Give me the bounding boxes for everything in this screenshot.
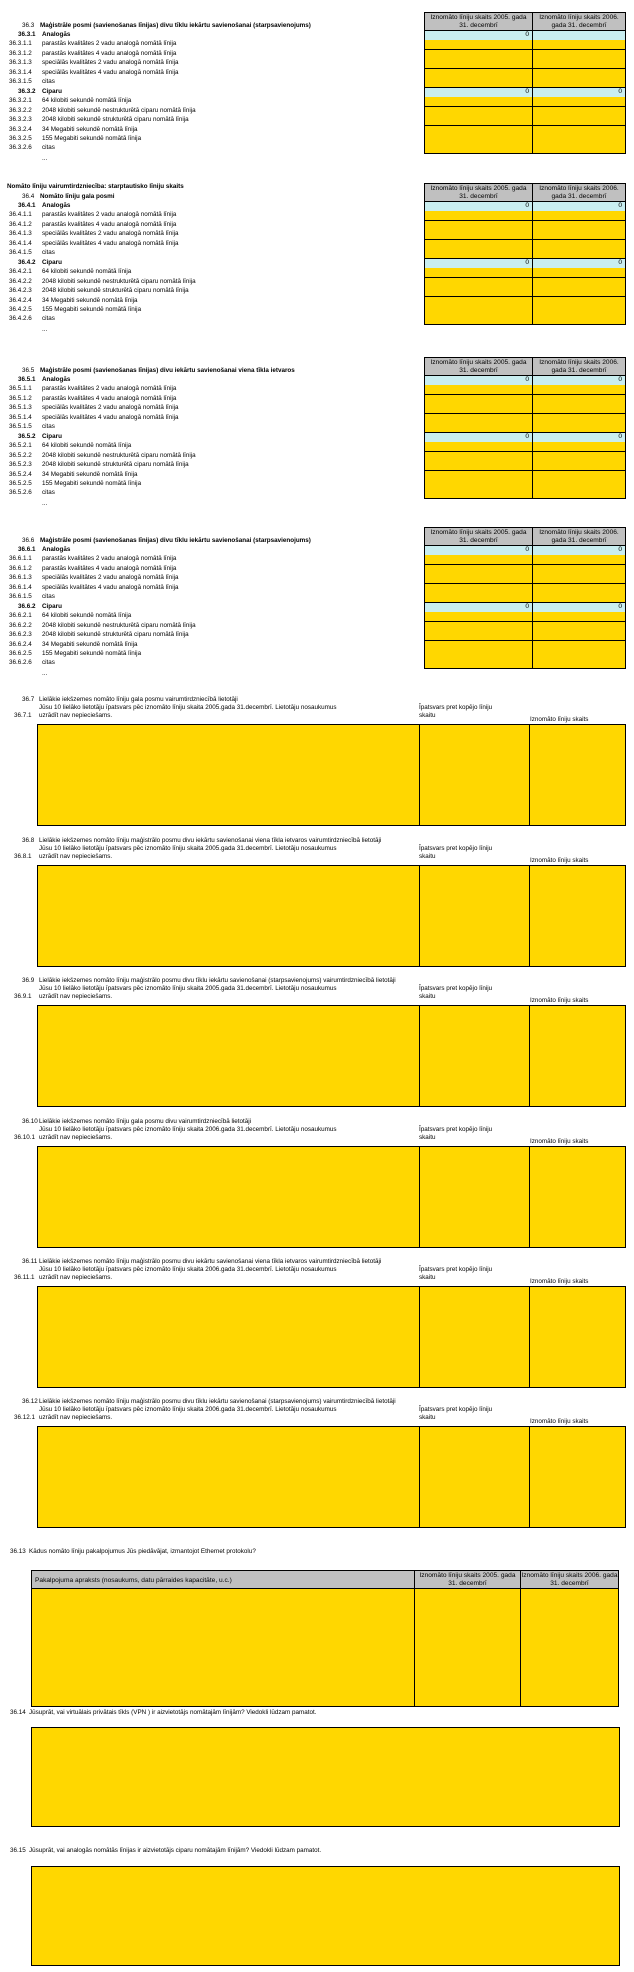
value-cell-2006[interactable]: [532, 116, 626, 126]
row-label: 155 Megabiti sekundē nomātā līnija: [42, 135, 142, 142]
column-divider: [529, 1427, 530, 1527]
row-label: citas: [42, 144, 55, 151]
section-title: Maģistrāle posmi (savienošanas līnijas) divu iekārtu savienošanai viena tīkla ietvaros: [40, 367, 295, 374]
value-cell-2006[interactable]: [532, 631, 626, 641]
question-number: 36.13: [10, 1548, 26, 1555]
row-code: 36.6.2.3: [9, 631, 32, 638]
count-column-label: Iznomāto līniju skaits: [530, 997, 589, 1004]
value-cell-2005[interactable]: [424, 555, 533, 565]
question-number: 36.14: [10, 1709, 26, 1716]
question-description-end: uzrādīt nav nepieciešams.: [39, 853, 113, 860]
section-heading: Nomāto līniju vairumtirdzniecība: starptautisko līniju skaits: [7, 183, 184, 190]
row-code: 36.3.2.4: [9, 126, 32, 133]
question-description-end: uzrādīt nav nepieciešams.: [39, 1274, 113, 1281]
count-column-label: Iznomāto līniju skaits: [530, 1278, 589, 1285]
row-label: parastās kvalitātes 2 vadu analogā nomātā līnija: [42, 555, 177, 562]
value-cell-2006[interactable]: [532, 404, 626, 414]
value-cell-2005[interactable]: [424, 287, 533, 297]
section-title: Maģistrāle posmi (savienošanas līnijas) divu tīklu iekārtu savienošanai (starpsavienojums): [40, 537, 311, 544]
row-label: 2048 kilobiti sekundē nestrukturētā ciparu nomātā līnija: [42, 107, 196, 114]
value-cell-2006[interactable]: [532, 97, 626, 107]
row-label: Ciparu: [42, 88, 62, 95]
value-cell-2005[interactable]: [424, 631, 533, 641]
row-code: 36.6.1.4: [9, 584, 32, 591]
answer-area[interactable]: [37, 865, 626, 967]
row-code: 36.3.2.5: [9, 135, 32, 142]
row-label: parastās kvalitātes 4 vadu analogā nomātā līnija: [42, 50, 177, 57]
row-code: 36.5.1.2: [9, 395, 32, 402]
value-2006: 0: [618, 202, 622, 209]
answer-area[interactable]: [31, 1866, 620, 1966]
row-code: 36.4.1.5: [9, 249, 32, 256]
question-description-line: Jūsu 10 lielāko lietotāju īpatsvars pēc iznomāto līniju skaita 2005.gada 31.decembrī. Lietotāju nosaukumus: [39, 704, 337, 711]
sub-question-number: 36.9.1: [14, 993, 32, 1000]
column-header-2006: Iznomāto līniju skaits 2006. gada 31. decembrī: [532, 183, 626, 202]
value-2005: 0: [525, 546, 529, 553]
sub-question-number: 36.12.1: [14, 1414, 36, 1421]
section-title: Nomāto līniju gala posmi: [40, 193, 115, 200]
value-cell-2006[interactable]: [532, 659, 626, 669]
value-cell-2006[interactable]: [532, 315, 626, 325]
value-cell-2005[interactable]: [424, 78, 533, 88]
row-code: 36.5.1.5: [9, 423, 32, 430]
row-label: speciālās kvalitātes 2 vadu analogā nomātā līnija: [42, 230, 179, 237]
row-code: 36.3.2.3: [9, 116, 32, 123]
answer-area[interactable]: [37, 724, 626, 826]
value-cell-2005[interactable]: [424, 659, 533, 669]
row-label: citas: [42, 489, 55, 496]
row-label: 34 Megabiti sekundē nomātā līnija: [42, 471, 138, 478]
answer-area[interactable]: [37, 1426, 626, 1528]
row-code: 36.5.2.1: [9, 442, 32, 449]
value-2006: 0: [618, 88, 622, 95]
column-divider: [419, 866, 420, 966]
row-code: 36.3.1.3: [9, 59, 32, 66]
row-label: parastās kvalitātes 4 vadu analogā nomātā līnija: [42, 395, 177, 402]
row-code: 36.3.1: [18, 31, 36, 38]
question-description-end: uzrādīt nav nepieciešams.: [39, 993, 113, 1000]
value-cell-2006[interactable]: [532, 423, 626, 433]
share-column-label: Īpatsvars pret kopējo līniju skaitu: [419, 1266, 493, 1281]
row-label: parastās kvalitātes 4 vadu analogā nomātā līnija: [42, 565, 177, 572]
value-2005: 0: [525, 433, 529, 440]
section-number: 36.5: [22, 367, 35, 374]
row-label: Analogās: [42, 202, 71, 209]
row-code: 36.6.2: [18, 603, 36, 610]
value-cell-2006[interactable]: [532, 230, 626, 240]
answer-area[interactable]: [37, 1005, 626, 1107]
value-cell-2006[interactable]: [532, 461, 626, 471]
row-label: citas: [42, 659, 55, 666]
question-text: Lielākie iekšzemes nomāto līniju gala posmu divu vairumtirdzniecībā lietotāji: [39, 1118, 252, 1125]
row-code: 36.6.2.6: [9, 659, 32, 666]
question-text: Lielākie iekšzemes nomāto līniju gala posmu vairumtirdzniecībā lietotāji: [39, 696, 238, 703]
row-code: 36.4.2.4: [9, 297, 32, 304]
question-text: Jūsuprāt, vai analogās nomātās līnijas ir aizvietotājs ciparu nomātajām līnijām? Viedokli lūdzam pamatot.: [29, 1847, 322, 1854]
share-column-label: Īpatsvars pret kopējo līniju skaitu: [419, 704, 493, 719]
section-title: Maģistrāle posmi (savienošanas līnijas) divu tīklu iekārtu savienošanai (starpsavienojums): [40, 22, 311, 29]
question-number: 36.11: [22, 1258, 38, 1265]
ellipsis: ...: [42, 500, 48, 507]
row-code: 36.3.1.4: [9, 69, 32, 76]
row-label: 155 Megabiti sekundē nomātā līnija: [42, 650, 142, 657]
description-cell[interactable]: [31, 1697, 415, 1707]
value-cell-2005[interactable]: [414, 1697, 521, 1707]
ellipsis: ...: [42, 670, 48, 677]
row-label: citas: [42, 423, 55, 430]
section-number: 36.3: [22, 22, 35, 29]
row-code: 36.5.2.5: [9, 480, 32, 487]
row-code: 36.6.1.5: [9, 593, 32, 600]
value-2006: 0: [618, 376, 622, 383]
row-label: 34 Megabiti sekundē nomātā līnija: [42, 641, 138, 648]
row-label: 2048 kilobiti sekundē nestrukturētā ciparu nomātā līnija: [42, 622, 196, 629]
row-label: citas: [42, 315, 55, 322]
column-header-2006: Iznomāto līniju skaits 2006. gada 31. decembrī: [521, 1572, 618, 1587]
column-header-2005: Iznomāto līniju skaits 2005. gada 31. decembrī: [414, 1570, 521, 1589]
question-number: 36.9: [22, 977, 35, 984]
count-column-label: Iznomāto līniju skaits: [530, 1138, 589, 1145]
row-code: 36.3.1.5: [9, 78, 32, 85]
row-label: speciālās kvalitātes 2 vadu analogā nomātā līnija: [42, 574, 179, 581]
answer-area[interactable]: [37, 1286, 626, 1388]
row-code: 36.4.2.1: [9, 268, 32, 275]
value-cell-2006[interactable]: [532, 268, 626, 278]
share-column-label: Īpatsvars pret kopējo līniju skaitu: [419, 845, 493, 860]
row-code: 36.5.2.6: [9, 489, 32, 496]
row-label: 2048 kilobiti sekundē strukturētā ciparu nomātā līnija: [42, 461, 189, 468]
column-divider: [419, 725, 420, 825]
row-label: 64 kilobiti sekundē nomātā līnija: [42, 442, 132, 449]
share-column-label: Īpatsvars pret kopējo līniju skaitu: [419, 985, 493, 1000]
value-cell-2005[interactable]: [424, 593, 533, 603]
value-cell-2005[interactable]: [424, 144, 533, 154]
value-cell-2006[interactable]: [520, 1697, 619, 1707]
question-number: 36.10: [22, 1118, 38, 1125]
row-label: parastās kvalitātes 2 vadu analogā nomātā līnija: [42, 385, 177, 392]
row-label: 64 kilobiti sekundē nomātā līnija: [42, 268, 132, 275]
row-label: 2048 kilobiti sekundē strukturētā ciparu nomātā līnija: [42, 116, 189, 123]
value-cell-2006[interactable]: [532, 555, 626, 565]
value-cell-2006[interactable]: [532, 612, 626, 622]
value-cell-2005[interactable]: [424, 268, 533, 278]
row-code: 36.5.1.4: [9, 414, 32, 421]
row-code: 36.3.1.1: [9, 40, 32, 47]
section-number: 36.4: [22, 193, 35, 200]
question-description-line: Jūsu 10 lielāko lietotāju īpatsvars pēc iznomāto līniju skaita 2005.gada 31.decembrī. Lietotāju nosaukumus: [39, 845, 337, 852]
value-2005: 0: [525, 376, 529, 383]
row-label: 64 kilobiti sekundē nomātā līnija: [42, 612, 132, 619]
column-divider: [419, 1147, 420, 1247]
question-description-line: Jūsu 10 lielāko lietotāju īpatsvars pēc iznomāto līniju skaita 2006.gada 31.decembrī. Lietotāju nosaukumus: [39, 1126, 337, 1133]
column-header-2005: Iznomāto līniju skaits 2005. gada 31. decembrī: [424, 12, 533, 31]
row-code: 36.4.1.4: [9, 240, 32, 247]
row-code: 36.6.2.1: [9, 612, 32, 619]
row-code: 36.5.1.1: [9, 385, 32, 392]
question-description-line: Jūsu 10 lielāko lietotāju īpatsvars pēc iznomāto līniju skaita 2006.gada 31.decembrī. Lietotāju nosaukumus: [39, 1406, 337, 1413]
row-code: 36.3.1.2: [9, 50, 32, 57]
column-header-description: Pakalpojuma apraksts (nosaukums, datu pārraides kapacitāte, u.c.): [31, 1570, 415, 1589]
column-header-2005: Iznomāto līniju skaits 2005. gada 31. decembrī: [424, 527, 533, 546]
value-cell-2006[interactable]: [532, 59, 626, 69]
question-number: 36.8: [22, 837, 35, 844]
column-divider: [419, 1006, 420, 1106]
value-cell-2005[interactable]: [424, 230, 533, 240]
row-label: 34 Megabiti sekundē nomātā līnija: [42, 297, 138, 304]
question-text: Jūsuprāt, vai virtuālais privātais tīkls (VPN ) ir aizvietotājs nomātajām līnijām? Viedokli lūdzam pamatot.: [29, 1709, 317, 1716]
row-label: speciālās kvalitātes 4 vadu analogā nomātā līnija: [42, 414, 179, 421]
row-code: 36.3.2: [18, 88, 36, 95]
value-2005: 0: [525, 259, 529, 266]
row-code: 36.4.2.6: [9, 315, 32, 322]
row-code: 36.3.2.1: [9, 97, 32, 104]
row-label: 64 kilobiti sekundē nomātā līnija: [42, 97, 132, 104]
question-description-end: uzrādīt nav nepieciešams.: [39, 1134, 113, 1141]
question-description-line: Jūsu 10 lielāko lietotāju īpatsvars pēc iznomāto līniju skaita 2005.gada 31.decembrī. Lietotāju nosaukumus: [39, 985, 337, 992]
row-label: 2048 kilobiti sekundē strukturētā ciparu nomātā līnija: [42, 631, 189, 638]
row-code: 36.4.1: [18, 202, 36, 209]
row-label: Analogās: [42, 376, 71, 383]
ellipsis: ...: [42, 326, 48, 333]
value-cell-2005[interactable]: [424, 489, 533, 499]
row-code: 36.4.1.2: [9, 221, 32, 228]
value-cell-2006[interactable]: [532, 593, 626, 603]
value-cell-2005[interactable]: [424, 211, 533, 221]
row-code: 36.3.2.6: [9, 144, 32, 151]
column-divider: [419, 1427, 420, 1527]
column-header-2005: Iznomāto līniju skaits 2005. gada 31. decembrī: [424, 357, 533, 376]
row-code: 36.6.2.5: [9, 650, 32, 657]
row-code: 36.6.1.3: [9, 574, 32, 581]
row-code: 36.5.1: [18, 376, 36, 383]
row-code: 36.4.2.5: [9, 306, 32, 313]
row-label: speciālās kvalitātes 4 vadu analogā nomātā līnija: [42, 69, 179, 76]
row-label: parastās kvalitātes 2 vadu analogā nomātā līnija: [42, 211, 177, 218]
row-label: Analogās: [42, 31, 71, 38]
column-header-2006: Iznomāto līniju skaits 2006. gada 31. decembrī: [532, 357, 626, 376]
row-label: 2048 kilobiti sekundē nestrukturētā ciparu nomātā līnija: [42, 452, 196, 459]
row-code: 36.4.1.3: [9, 230, 32, 237]
row-label: 2048 kilobiti sekundē nestrukturētā ciparu nomātā līnija: [42, 278, 196, 285]
row-label: speciālās kvalitātes 4 vadu analogā nomātā līnija: [42, 584, 179, 591]
value-2005: 0: [525, 88, 529, 95]
question-number: 36.7: [22, 696, 35, 703]
value-cell-2005[interactable]: [424, 423, 533, 433]
row-label: 155 Megabiti sekundē nomātā līnija: [42, 480, 142, 487]
count-column-label: Iznomāto līniju skaits: [530, 857, 589, 864]
question-text: Kādus nomāto līniju pakalpojumus Jūs piedāvājat, izmantojot Ethernet protokolu?: [29, 1548, 256, 1555]
value-cell-2005[interactable]: [424, 40, 533, 50]
row-code: 36.4.2.2: [9, 278, 32, 285]
value-cell-2005[interactable]: [424, 404, 533, 414]
column-header-2006: Iznomāto līniju skaits 2006. gada 31. decembrī: [532, 527, 626, 546]
value-cell-2006[interactable]: [532, 144, 626, 154]
sub-question-number: 36.11.1: [14, 1274, 35, 1281]
column-divider: [529, 725, 530, 825]
value-cell-2006[interactable]: [532, 40, 626, 50]
answer-area[interactable]: [31, 1727, 620, 1827]
row-code: 36.5.1.3: [9, 404, 32, 411]
row-label: parastās kvalitātes 4 vadu analogā nomātā līnija: [42, 221, 177, 228]
question-text: Lielākie iekšzemes nomāto līniju maģistrālo posmu divu tīklu iekārtu savienošanai (starpsavienojums) vairumtirdzniecībā lietotāji: [39, 1398, 396, 1405]
question-description-line: Jūsu 10 lielāko lietotāju īpatsvars pēc iznomāto līniju skaita 2006.gada 31.decembrī. Lietotāju nosaukumus: [39, 1266, 337, 1273]
value-cell-2006[interactable]: [532, 385, 626, 395]
question-description-end: uzrādīt nav nepieciešams.: [39, 1414, 113, 1421]
row-label: Ciparu: [42, 259, 62, 266]
column-divider: [419, 1287, 420, 1387]
row-code: 36.6.2.2: [9, 622, 32, 629]
row-label: Ciparu: [42, 603, 62, 610]
column-divider: [529, 1147, 530, 1247]
value-cell-2006[interactable]: [532, 574, 626, 584]
row-code: 36.4.1.1: [9, 211, 32, 218]
row-label: parastās kvalitātes 2 vadu analogā nomātā līnija: [42, 40, 177, 47]
row-label: Analogās: [42, 546, 71, 553]
count-column-label: Iznomāto līniju skaits: [530, 716, 589, 723]
value-2006: 0: [618, 433, 622, 440]
value-cell-2005[interactable]: [424, 116, 533, 126]
column-divider: [529, 1006, 530, 1106]
row-label: citas: [42, 593, 55, 600]
value-cell-2005[interactable]: [424, 59, 533, 69]
value-2005: 0: [525, 202, 529, 209]
value-cell-2005[interactable]: [424, 574, 533, 584]
row-code: 36.5.2.4: [9, 471, 32, 478]
value-2006: 0: [618, 546, 622, 553]
value-cell-2006[interactable]: [532, 211, 626, 221]
value-cell-2005[interactable]: [424, 461, 533, 471]
column-divider: [529, 866, 530, 966]
sub-question-number: 36.7.1: [14, 712, 32, 719]
row-label: citas: [42, 78, 55, 85]
question-text: Lielākie iekšzemes nomāto līniju maģistrālo posmu divu tīklu iekārtu savienošanai (starpsavienojums) vairumtirdzniecībā lietotāji: [39, 977, 396, 984]
row-label: speciālās kvalitātes 4 vadu analogā nomātā līnija: [42, 240, 179, 247]
answer-area[interactable]: [37, 1146, 626, 1248]
question-text: Lielākie iekšzemes nomāto līniju maģistrālo posmu divu iekārtu savienošanai viena tīkla ietvaros vairumtirdzniecībā lietotāji: [39, 837, 382, 844]
sub-question-number: 36.10.1: [14, 1134, 36, 1141]
value-cell-2005[interactable]: [424, 612, 533, 622]
row-code: 36.6.1.1: [9, 555, 32, 562]
row-code: 36.5.2.2: [9, 452, 32, 459]
row-code: 36.5.2: [18, 433, 36, 440]
value-cell-2006[interactable]: [532, 287, 626, 297]
value-cell-2005[interactable]: [424, 249, 533, 259]
column-header-2006: Iznomāto līniju skaits 2006. gada 31. decembrī: [532, 12, 626, 31]
value-2005: 0: [525, 31, 529, 38]
question-description-end: uzrādīt nav nepieciešams.: [39, 712, 113, 719]
ellipsis: ...: [42, 155, 48, 162]
row-code: 36.5.2.3: [9, 461, 32, 468]
question-number: 36.15: [10, 1847, 26, 1854]
row-label: speciālās kvalitātes 2 vadu analogā nomātā līnija: [42, 404, 179, 411]
sub-question-number: 36.8.1: [14, 853, 32, 860]
row-code: 36.3.2.2: [9, 107, 32, 114]
share-column-label: Īpatsvars pret kopējo līniju skaitu: [419, 1126, 493, 1141]
value-cell-2005[interactable]: [424, 97, 533, 107]
row-label: 155 Megabiti sekundē nomātā līnija: [42, 306, 142, 313]
question-text: Lielākie iekšzemes nomāto līniju maģistrālo posmu divu iekārtu savienošanai viena tīkla ietvaros vairumtirdzniecībā lietotāji: [39, 1258, 382, 1265]
value-cell-2006[interactable]: [532, 249, 626, 259]
value-cell-2005[interactable]: [424, 385, 533, 395]
row-code: 36.6.2.4: [9, 641, 32, 648]
row-label: 34 Megabiti sekundē nomātā līnija: [42, 126, 138, 133]
value-2006: 0: [618, 259, 622, 266]
row-code: 36.6.1: [18, 546, 36, 553]
value-2006: 0: [618, 603, 622, 610]
row-label: Ciparu: [42, 433, 62, 440]
row-label: speciālās kvalitātes 2 vadu analogā nomātā līnija: [42, 59, 179, 66]
row-code: 36.6.1.2: [9, 565, 32, 572]
question-number: 36.12: [22, 1398, 38, 1405]
row-code: 36.4.2.3: [9, 287, 32, 294]
value-cell-2006[interactable]: [532, 489, 626, 499]
column-divider: [529, 1287, 530, 1387]
column-header-2005: Iznomāto līniju skaits 2005. gada 31. decembrī: [424, 183, 533, 202]
section-number: 36.6: [22, 537, 35, 544]
share-column-label: Īpatsvars pret kopējo līniju skaitu: [419, 1406, 493, 1421]
value-cell-2005[interactable]: [424, 442, 533, 452]
value-2005: 0: [525, 603, 529, 610]
row-code: 36.4.2: [18, 259, 36, 266]
count-column-label: Iznomāto līniju skaits: [530, 1418, 589, 1425]
value-cell-2006[interactable]: [532, 442, 626, 452]
row-label: citas: [42, 249, 55, 256]
row-label: 2048 kilobiti sekundē strukturētā ciparu nomātā līnija: [42, 287, 189, 294]
value-cell-2005[interactable]: [424, 315, 533, 325]
value-cell-2006[interactable]: [532, 78, 626, 88]
